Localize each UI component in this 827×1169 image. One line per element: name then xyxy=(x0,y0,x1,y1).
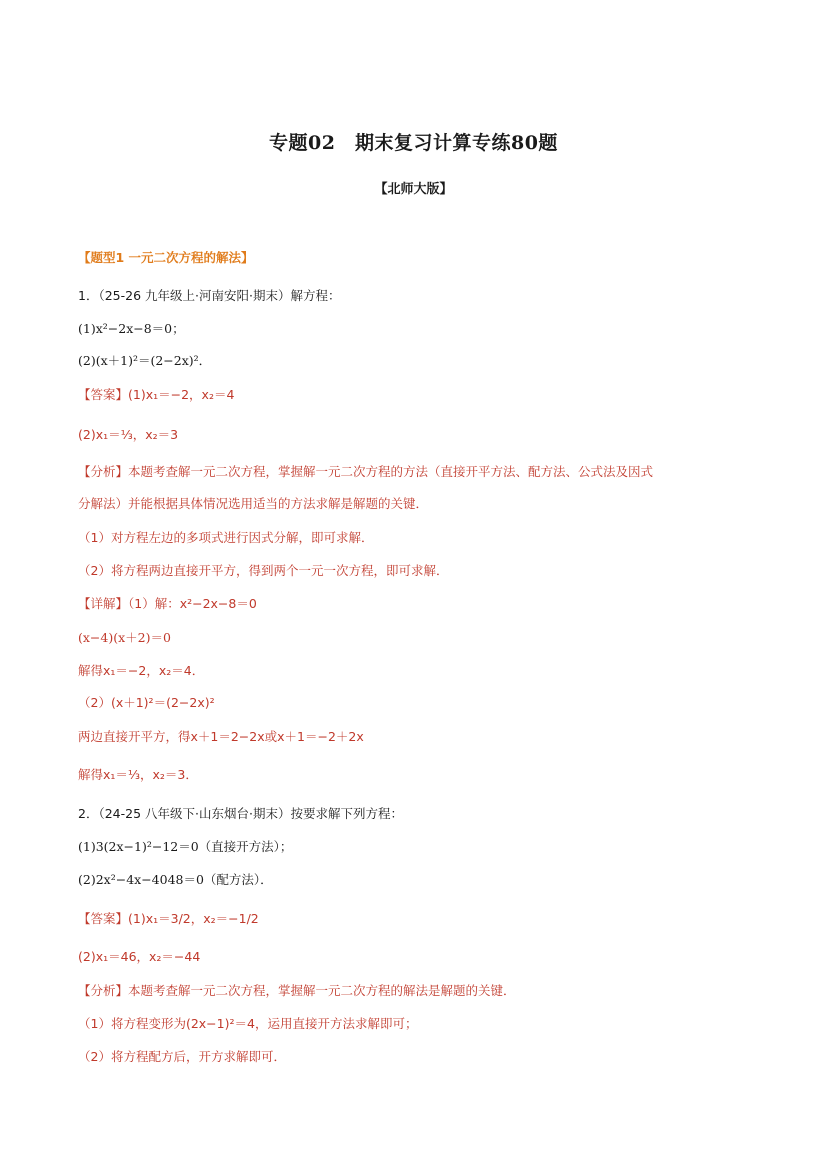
detail-1-line-1: 【详解】（1）解：x²−2x−8＝0 xyxy=(78,596,257,611)
detail-1-line-6: 解得x₁＝⅓，x₂＝3． xyxy=(78,767,198,782)
answer-2-part-2: (2)x₁＝46，x₂＝−44 xyxy=(78,949,201,964)
analysis-2-step-1: （1）将方程变形为(2x−1)²＝4，运用直接开方法求解即可； xyxy=(78,1016,418,1031)
question-2-part-1: (1)3(2x−1)²−12＝0（直接开方法）； xyxy=(78,839,293,854)
answer-2-part-1: 【答案】(1)x₁＝3/2，x₂＝−1/2 xyxy=(78,911,259,926)
detail-1-line-3: 解得x₁＝−2，x₂＝4． xyxy=(78,663,205,678)
analysis-2-step-2: （2）将方程配方后，开方求解即可． xyxy=(78,1049,286,1064)
question-type-heading: 【题型1 一元二次方程的解法】 xyxy=(78,250,254,265)
question-2-part-2: (2)2x²−4x−4048＝0（配方法）． xyxy=(78,872,273,887)
answer-1-part-1: 【答案】(1)x₁＝−2，x₂＝4 xyxy=(78,387,235,402)
analysis-1-line-1: 【分析】本题考查解一元二次方程，掌握解一元二次方程的方法（直接开平方法、配方法、公式法及因式 xyxy=(78,464,654,479)
detail-1-line-5: 两边直接开平方，得x＋1＝2−2x或x＋1＝−2＋2x xyxy=(78,729,364,744)
analysis-1-step-1: （1）对方程左边的多项式进行因式分解，即可求解． xyxy=(78,530,374,545)
analysis-1-step-2: （2）将方程两边直接开平方，得到两个一元一次方程，即可求解． xyxy=(78,563,449,578)
analysis-2-line-1: 【分析】本题考查解一元二次方程，掌握解一元二次方程的解法是解题的关键． xyxy=(78,983,516,998)
question-1-part-1: (1)x²−2x−8＝0； xyxy=(78,321,185,336)
answer-1-part-2: (2)x₁＝⅓，x₂＝3 xyxy=(78,427,179,442)
page-title: 专题02 期末复习计算专练80题 xyxy=(269,132,558,154)
question-2-stem: 2．（24-25 八年级下·山东烟台·期末）按要求解下列方程： xyxy=(78,806,403,821)
detail-1-line-2: (x−4)(x＋2)＝0 xyxy=(78,630,171,645)
detail-1-line-4: （2）(x＋1)²＝(2−2x)² xyxy=(78,695,215,710)
analysis-1-line-2: 分解法）并能根据具体情况选用适当的方法求解是解题的关键． xyxy=(78,496,429,511)
edition-label: 【北师大版】 xyxy=(374,182,453,197)
question-1-stem: 1．（25-26 九年级上·河南安阳·期末）解方程： xyxy=(78,288,341,303)
question-1-part-2: (2)(x＋1)²＝(2−2x)²． xyxy=(78,353,212,368)
